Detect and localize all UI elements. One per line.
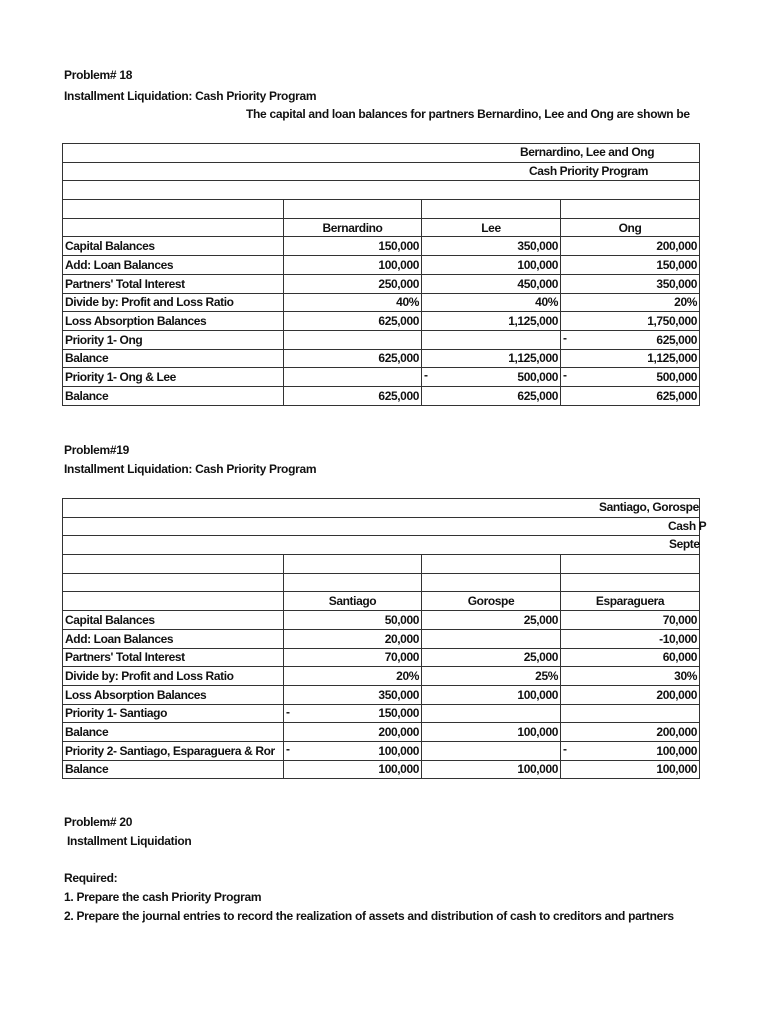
cell-value: 350,000 [378,687,419,702]
row-label: Add: Loan Balances [63,629,284,648]
table-row [63,760,700,779]
table-cell [422,330,561,349]
table-cell [561,312,700,331]
column-header-row [63,218,700,237]
dash-marker: - [563,368,567,383]
table-title: Septe [669,537,700,552]
cell-value: 1,125,000 [508,351,558,366]
cell-value: 200,000 [656,239,697,254]
dash-marker: - [286,741,290,756]
table-cell [422,274,561,293]
table-row [63,256,700,275]
table-cell [284,704,422,723]
row-label: Balance [63,760,284,779]
table-cell [284,611,422,630]
column-header: Lee [422,218,561,237]
cell-value: 350,000 [517,239,558,254]
column-header-row [63,592,700,611]
table-cell [422,293,561,312]
cell-value: 625,000 [656,388,697,403]
table-cell [561,685,700,704]
required-item-1: 1. Prepare the cash Priority Program [64,890,262,904]
title-row [63,517,700,536]
cell-value: 625,000 [517,388,558,403]
table-title: Santiago, Gorospe [599,500,699,514]
table-cell [422,629,561,648]
table-cell [422,704,561,723]
cell-value: 150,000 [378,239,419,254]
table-cell [284,629,422,648]
table-cell [284,648,422,667]
cell-value: 350,000 [656,276,697,291]
dash-marker: - [563,741,567,756]
cell-value: 20% [396,669,419,684]
row-label: Priority 2- Santiago, Esparaguera & Ror [63,741,284,760]
table-row [63,685,700,704]
table-cell [422,312,561,331]
cell-value: 100,000 [656,743,697,758]
row-label: Divide by: Profit and Loss Ratio [63,667,284,686]
problem19-subheading: Installment Liquidation: Cash Priority Program [64,462,317,476]
table-cell [561,629,700,648]
table-row [63,629,700,648]
cell-value: 50,000 [384,612,419,627]
table-cell [284,312,422,331]
row-label: Priority 1- Santiago [63,704,284,723]
row-label: Balance [63,349,284,368]
table-cell [422,386,561,405]
table-cell [422,648,561,667]
table-cell [561,760,700,779]
dash-marker: - [424,368,428,383]
cell-value: 40% [396,295,419,310]
cell-value: 500,000 [517,370,558,385]
table-cell [422,237,561,256]
row-label: Priority 1- Ong [63,330,284,349]
title-row [63,536,700,555]
cell-value: 60,000 [662,650,697,665]
dash-marker: - [563,330,567,345]
table-cell [561,256,700,275]
table-cell [284,293,422,312]
table-cell [561,741,700,760]
table-cell [284,723,422,742]
table-cell [284,256,422,275]
table-cell [422,667,561,686]
cell-value: 200,000 [656,725,697,740]
row-label: Partners' Total Interest [63,274,284,293]
cell-value: 70,000 [662,612,697,627]
table-title: Bernardino, Lee and Ong [520,145,655,159]
table-cell [561,723,700,742]
cell-value: 40% [535,295,558,310]
table-cell [422,685,561,704]
column-header: Gorospe [422,592,561,611]
table-row [63,349,700,368]
table-cell [422,368,561,387]
table-cell [284,330,422,349]
table-cell [422,256,561,275]
row-label: Balance [63,386,284,405]
table-cell [561,648,700,667]
cell-value: 100,000 [378,257,419,272]
cell-value: 100,000 [378,762,419,777]
table-cell [561,330,700,349]
table-title: Cash P [668,518,707,533]
table-cell [561,293,700,312]
row-label: Capital Balances [63,611,284,630]
cell-value: 250,000 [378,276,419,291]
cell-value: 100,000 [517,687,558,702]
table-row [63,368,700,387]
table-cell [422,741,561,760]
blank-row [63,200,700,219]
table-row [63,741,700,760]
cell-value: 100,000 [517,762,558,777]
table-cell [284,349,422,368]
table-title: Cash Priority Program [529,163,648,178]
cell-value: 200,000 [378,725,419,740]
cell-value: 150,000 [378,706,419,721]
title-row [63,499,700,518]
blank-row [63,573,700,592]
row-label: Partners' Total Interest [63,648,284,667]
table-cell [422,723,561,742]
cell-value: 25,000 [523,650,558,665]
table-row [63,648,700,667]
cell-value: 625,000 [378,351,419,366]
cell-value: 100,000 [656,762,697,777]
cell-value: 20% [674,295,697,310]
table-row [63,667,700,686]
table-row [63,274,700,293]
table-cell [284,685,422,704]
table-row [63,723,700,742]
required-label: Required: [64,871,118,885]
cell-value: 100,000 [517,725,558,740]
table-cell [422,611,561,630]
cell-value: 450,000 [517,276,558,291]
row-label: Loss Absorption Balances [63,312,284,331]
problem18-table [62,143,699,406]
problem18-subheading: Installment Liquidation: Cash Priority Program [64,89,317,103]
row-label: Divide by: Profit and Loss Ratio [63,293,284,312]
column-header: Ong [561,218,700,237]
table-cell [561,611,700,630]
dash-marker: - [286,704,290,719]
cell-value: 625,000 [656,332,697,347]
problem18-heading: Problem# 18 [64,68,133,82]
table-cell [561,386,700,405]
problem19-table [62,498,707,779]
table-cell [561,704,700,723]
cell-value: 25% [535,669,558,684]
table-cell [561,368,700,387]
cell-value: 30% [674,669,697,684]
row-label: Priority 1- Ong & Lee [63,368,284,387]
cell-value: 625,000 [378,314,419,329]
problem19-heading: Problem#19 [64,443,130,457]
cell-value: 25,000 [523,612,558,627]
row-label: Loss Absorption Balances [63,685,284,704]
table-row [63,293,700,312]
table-cell [422,349,561,368]
table-cell [284,274,422,293]
cell-value: 500,000 [656,370,697,385]
table-row [63,386,700,405]
problem20-heading: Problem# 20 [64,815,133,829]
table-cell [284,760,422,779]
table-row [63,611,700,630]
cell-value: 100,000 [517,257,558,272]
row-label: Balance [63,723,284,742]
problem20-subheading: Installment Liquidation [67,834,192,848]
table-row [63,237,700,256]
table-cell [561,237,700,256]
cell-value: 70,000 [384,650,419,665]
table-row [63,704,700,723]
column-header: Bernardino [284,218,422,237]
cell-value: 100,000 [378,743,419,758]
cell-value: 200,000 [656,687,697,702]
column-header: Esparaguera [561,592,700,611]
table-cell [561,274,700,293]
row-label: Add: Loan Balances [63,256,284,275]
title-row [63,162,700,181]
cell-value: 1,750,000 [647,314,697,329]
cell-value: 625,000 [378,388,419,403]
cell-value: 20,000 [384,631,419,646]
table-cell [284,741,422,760]
cell-value: 1,125,000 [508,314,558,329]
table-cell [284,368,422,387]
table-cell [284,386,422,405]
table-cell [284,237,422,256]
table-row [63,330,700,349]
table-row [63,312,700,331]
cell-value: -10,000 [659,631,697,646]
problem18-intro: The capital and loan balances for partners Bernardino, Lee and Ong are shown be [246,107,690,121]
required-item-2: 2. Prepare the journal entries to record the realization of assets and distribution of cash to creditors and partners [64,909,674,923]
table-cell [561,667,700,686]
column-header: Santiago [284,592,422,611]
row-label: Capital Balances [63,237,284,256]
blank-row [63,181,700,200]
cell-value: 1,125,000 [647,351,697,366]
cell-value: 150,000 [656,257,697,272]
blank-row [63,555,700,574]
title-row [63,144,700,163]
table-cell [284,667,422,686]
table-cell [422,760,561,779]
table-cell [561,349,700,368]
